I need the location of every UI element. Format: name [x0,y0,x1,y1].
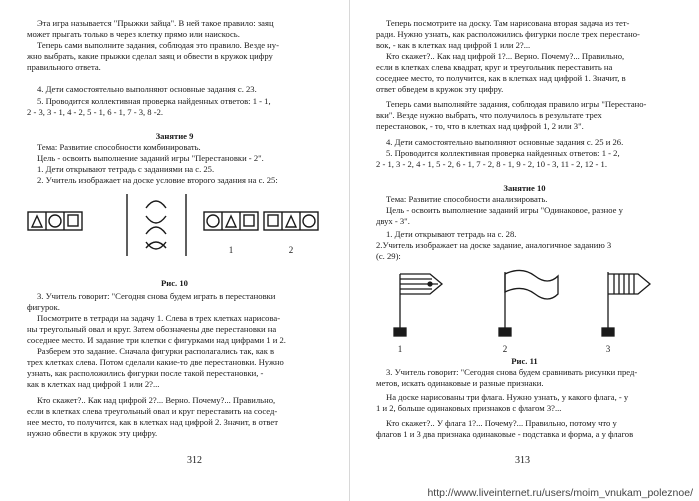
text-line: метов, искать одинаковые и разные признаки. [376,378,544,388]
topic-line: Тема: Развитие способности комбинировать. [37,142,201,152]
topic-line: Тема: Развитие способности анализировать. [386,194,548,204]
text-line: может прыгать только в через клетку прямо или наискось. [27,29,240,39]
swap-arc-icon [146,216,166,223]
flag-label: 2 [502,344,508,354]
text-line: если в клетках слева треугольный овал и круг переставить на сосед- [27,406,278,416]
text-line: 1. Дети открывают тетрадь с заданиями на с. 25. [37,164,215,174]
text-line: 2. Учитель изображает на доске условие второго задания на с. 25: [37,175,278,185]
swap-arc-icon [146,227,166,234]
figure-caption: Рис. 10 [161,278,188,288]
text-line: ны треугольный овал и круг. Затем обозначены две перестановки на [27,324,277,334]
page-number: 313 [515,455,530,466]
swap-arc-icon [146,242,166,248]
text-line: жно выбрать, какие прыжки сделал заяц и обвести в кружок цифру [27,51,273,61]
text-line: флагов 1 и 3 два признака одинаковые - подставка и форма, а у флагов [376,429,634,439]
text-line: Эта игра называется "Прыжки зайца". В ней такое правило: заяц [37,18,274,28]
text-line: нее место, то получится, как в клетках над цифрой 2. Значит, в ответ [27,417,278,427]
text-line: 1. Дети открывают тетрадь на с. 28. [386,229,517,239]
text-line: Теперь сами выполняйте задания, соблюдая правило игры "Перестано- [386,99,647,109]
section-heading: Занятие 10 [503,183,546,193]
text-line: соседнее место, то получится, как в клетках над цифрой 1. Значит, в [376,73,626,83]
square-icon [68,215,78,226]
text-line: 1 и 2, больше одинаковых признаков с флагом 3?... [376,403,562,413]
text-line: если в клетках слева квадрат, круг и треугольник переставить на [376,62,613,72]
figure-11 [380,262,680,358]
text-line: фигурок. [27,302,60,312]
text-line: узнать, как расположились фигурки после такой перестановки, - [27,368,264,378]
figure-label: 1 [228,245,234,255]
text-line: Кто скажет?.. Как над цифрой 2?... Верно. Почему?... Правильно, [37,395,276,405]
text-line: 2 - 1, 3 - 2, 4 - 1, 5 - 2, 6 - 1, 7 - 2, 8 - 1, 9 - 2, 10 - 3, 11 - 2, 12 - 1. [376,159,607,169]
text-line: нужно обвести в кружок эту цифру. [27,428,158,438]
text-line: 4. Дети самостоятельно выполняют основные задания с. 23. [37,84,257,94]
goal-line: Цель - освоить выполнение заданий игры "Перестановки - 2". [37,153,264,163]
text-line: вок, - как в клетках над цифрой 1 или 2?... [376,40,531,50]
figure-label: 2 [288,245,294,255]
text-line: 5. Проводится коллективная проверка найденных ответов: 1 - 2, [386,148,620,158]
circle-icon [49,215,61,227]
text-line: правильного ответа. [27,62,101,72]
text-line: соседнее место. И задание три клетки с фигурками над цифрами 1 и 2. [27,335,286,345]
flag-label: 3 [605,344,611,354]
swap-arc-icon [146,201,166,208]
text-line: ответ обведем в кружок эту цифру. [376,84,504,94]
text-line: Кто скажет?.. Как над цифрой 1?... Верно. Почему?... Правильно, [386,51,625,61]
figure-caption: Рис. 11 [511,356,538,366]
page-number: 312 [187,455,202,466]
text-line: На доске нарисованы три флага. Нужно узнать, у какого флага, - у [386,392,629,402]
text-line: Теперь сами выполните задания, соблюдая это правило. Везде ну- [37,40,279,50]
figure-10 [24,190,324,270]
text-line: 4. Дети самостоятельно выполняют основные задания с. 25 и 26. [386,137,624,147]
text-line: 3. Учитель говорит: "Сегодня снова будем сравнивать рисунки пред- [386,367,638,377]
text-line: 2.Учитель изображает на доске задание, аналогичное заданию 3 [376,240,612,250]
text-line: трех клетках слева. Потом сделали какие-то две перестановки. Нужно [27,357,284,367]
text-line: Кто скажет?.. У флага 1?... Почему?... Правильно, потому что у [386,418,617,428]
flag-label: 1 [397,344,403,354]
section-heading: Занятие 9 [155,131,194,141]
text-line: ради. Нужно узнать, как расположились фигурки после трех перестано- [376,29,640,39]
text-line: 3. Учитель говорит: "Сегодня снова будем играть в перестановки [37,291,276,301]
text-line: 5. Проводится коллективная проверка найденных ответов: 1 - 1, [37,96,271,106]
goal-line: Цель - освоить выполнение заданий игры "Одинаковое, разное у [386,205,623,215]
text-line: перестановок, - то, что в клетках над цифрой 1, 2 или 3". [376,121,584,131]
text-line: двух - 3". [376,216,410,226]
text-line: как в клетках над цифрой 1 или 2?... [27,379,160,389]
watermark-link[interactable]: http://www.liveinternet.ru/users/moim_vnukam_poleznoe/ [427,487,693,499]
text-line: 2 - 3, 3 - 1, 4 - 2, 5 - 1, 6 - 1, 7 - 3, 8 -2. [27,107,164,117]
text-line: (с. 29): [376,251,401,261]
text-line: Теперь посмотрите на доску. Там нарисована вторая задача из тет- [386,18,630,28]
text-line: Разберем это задание. Сначала фигурки располагались так, как в [37,346,275,356]
text-line: вки". Везде нужно выбрать, что получилось в результате трех [376,110,602,120]
text-line: Посмотрите в тетради на задачу 1. Слева в трех клетках нарисова- [37,313,281,323]
right-page [350,0,699,501]
triangle-icon [32,216,42,227]
